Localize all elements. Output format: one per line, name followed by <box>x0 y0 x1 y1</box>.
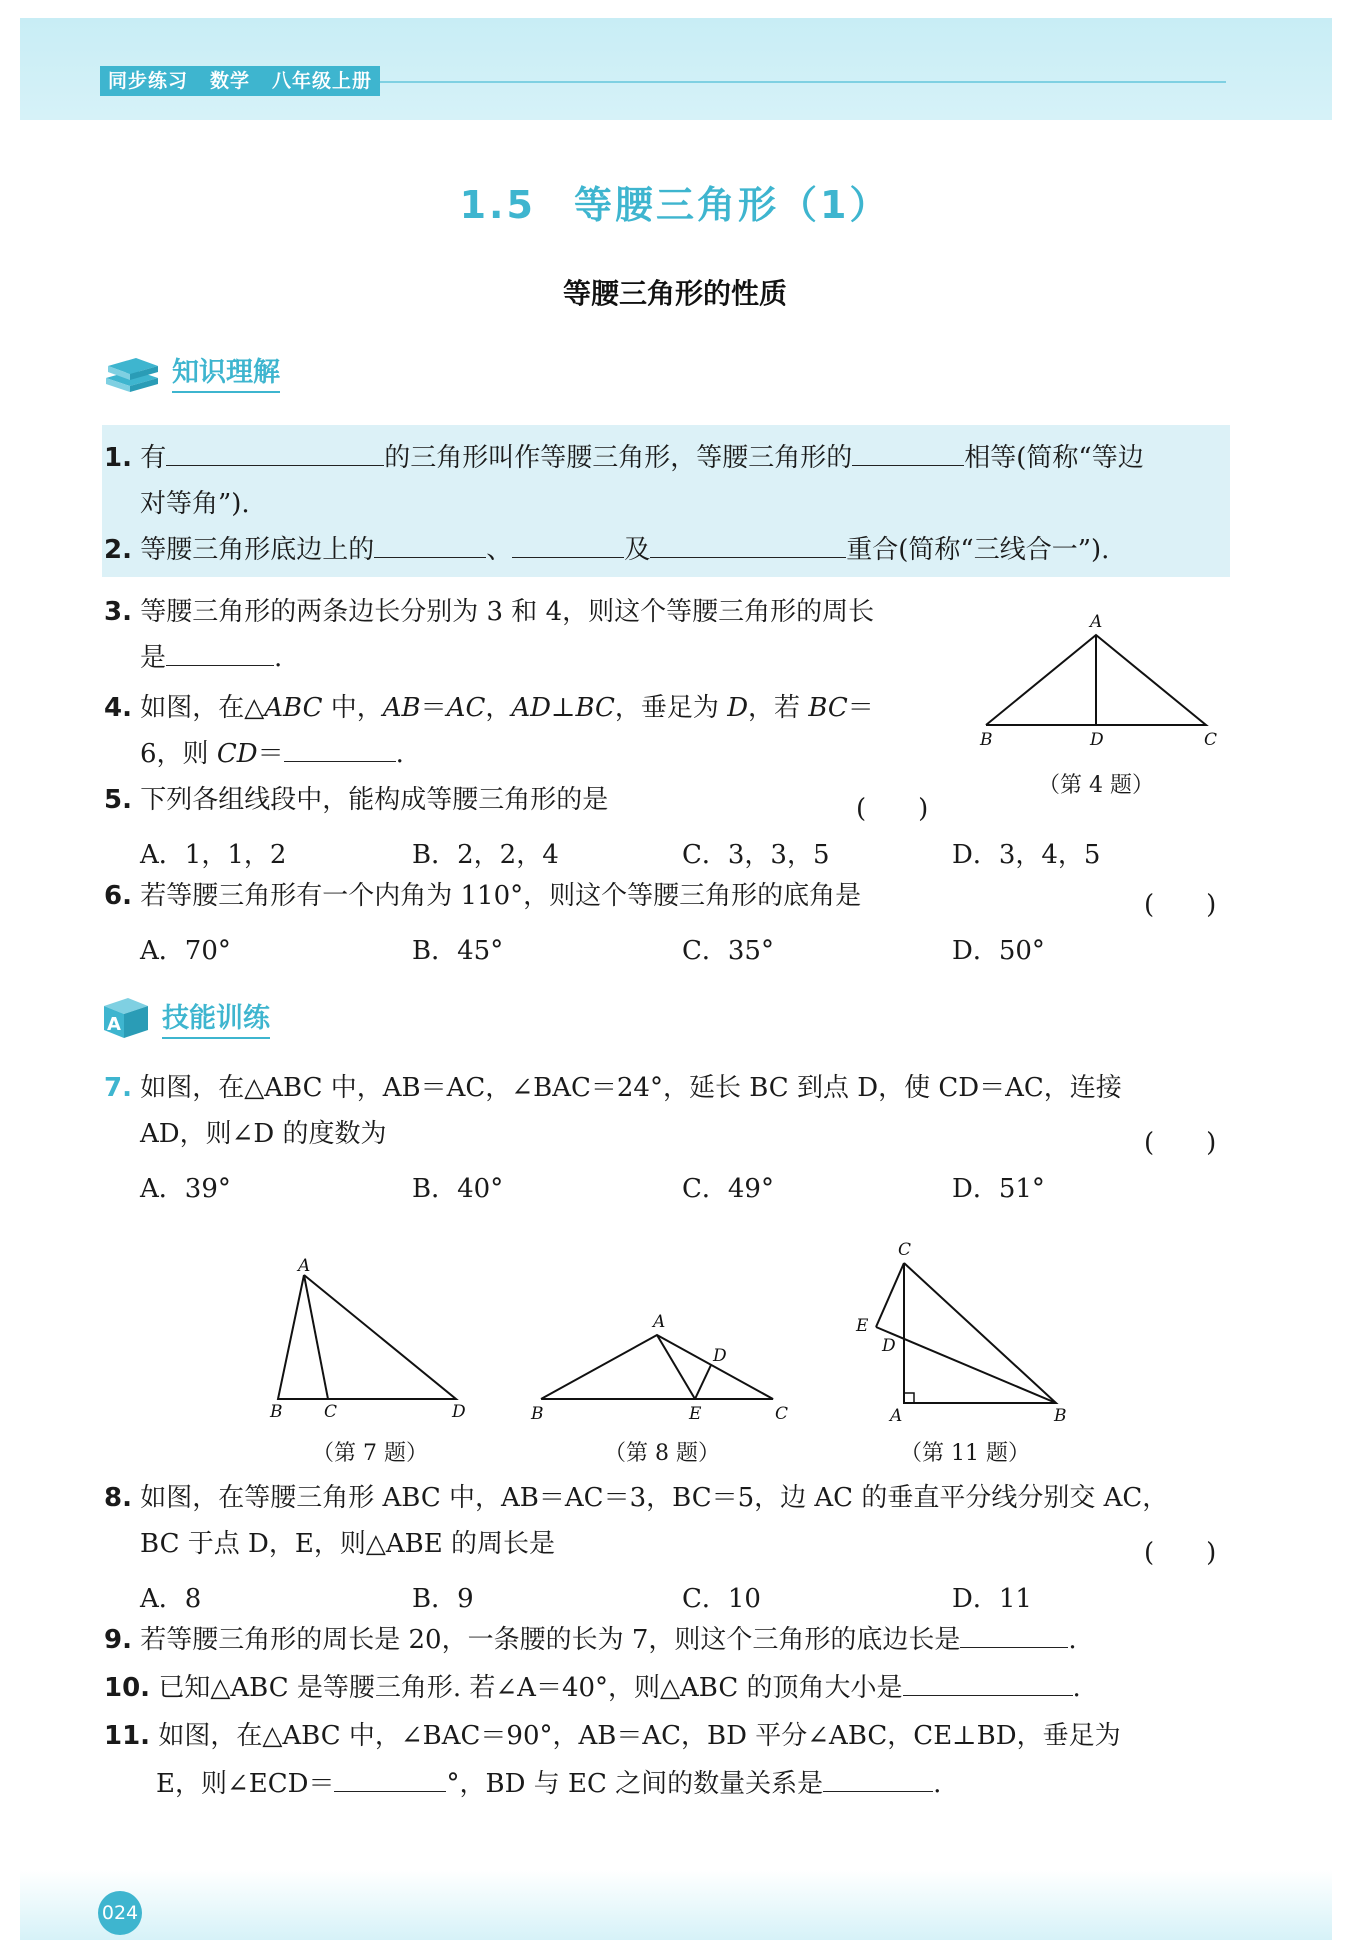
fig11-label-a: A <box>890 1406 903 1425</box>
fig4-label-b: B <box>980 730 993 750</box>
question-number: 2. <box>104 535 132 565</box>
q11-text-a: E，则∠ECD＝ <box>156 1769 335 1799</box>
answer-blank[interactable] <box>650 529 846 558</box>
q7-line2: AD，则∠D 的度数为 <box>140 1119 387 1149</box>
title-text: 等腰三角形（1） <box>573 183 891 227</box>
option-a[interactable]: A．39° <box>140 1174 231 1204</box>
q4-var: BC <box>808 693 848 723</box>
fig4-label-c: C <box>1204 730 1218 750</box>
question-11 <box>104 1712 1121 1760</box>
q11-line1: 如图，在△ABC 中，∠BAC＝90°，AB＝AC，BD 平分∠ABC，CE⊥BD，垂足为 <box>158 1721 1121 1751</box>
q6-text: 若等腰三角形有一个内角为 110°，则这个等腰三角形的底角是 <box>140 881 862 911</box>
q3-text-b: 是 <box>140 643 167 673</box>
answer-paren[interactable]: ( ) <box>856 794 929 824</box>
option-b[interactable]: B．40° <box>412 1174 504 1204</box>
question-4-cont <box>140 730 404 778</box>
fig11-label-b: B <box>1054 1406 1067 1425</box>
option-c[interactable]: C．10 <box>682 1584 761 1614</box>
figure-4 <box>970 605 1230 755</box>
section-knowledge-label: 知识理解 <box>172 350 280 393</box>
question-number: 3. <box>104 597 132 627</box>
question-10 <box>104 1664 1081 1712</box>
question-4 <box>104 684 874 732</box>
question-number: 8. <box>104 1483 132 1513</box>
q8-line1: 如图，在等腰三角形 ABC 中，AB＝AC＝3，BC＝5，边 AC 的垂直平分线分别交 AC， <box>140 1483 1169 1513</box>
header-subject: 数学 <box>210 70 251 92</box>
q9-end: . <box>1068 1625 1077 1655</box>
option-c[interactable]: C．35° <box>682 936 774 966</box>
q10-text: 已知△ABC 是等腰三角形. 若∠A＝40°，则△ABC 的顶角大小是 <box>158 1673 903 1703</box>
option-a[interactable]: A．70° <box>140 936 231 966</box>
q8-line2: BC 于点 D，E，则△ABE 的周长是 <box>140 1529 555 1559</box>
q4-text: ＝ <box>420 693 447 723</box>
question-1-cont: 对等角”). <box>140 489 250 519</box>
q4-text: 如图，在△ <box>140 693 265 723</box>
option-d[interactable]: D．50° <box>952 936 1045 966</box>
header-grade: 八年级上册 <box>272 70 373 92</box>
q2-text-c: 及 <box>624 535 651 565</box>
fig11-right-angle <box>904 1393 914 1403</box>
question-2 <box>104 526 1109 574</box>
fig8-segment-de <box>695 1365 711 1399</box>
page-title <box>0 174 1350 229</box>
q11-text-b: °，BD 与 EC 之间的数量关系是 <box>446 1769 824 1799</box>
question-number: 7. <box>104 1073 132 1103</box>
question-8 <box>104 1474 1168 1522</box>
q2-text-d: 重合(简称“三线合一”). <box>846 535 1110 565</box>
fig7-label-b: B <box>270 1402 283 1422</box>
answer-blank[interactable] <box>166 637 274 666</box>
option-d[interactable]: D．3，4，5 <box>952 840 1101 870</box>
question-1 <box>104 434 1144 482</box>
question-11-cont <box>156 1760 941 1808</box>
answer-blank[interactable] <box>512 529 624 558</box>
fig8-triangle <box>541 1335 773 1399</box>
answer-paren[interactable]: ( ) <box>1144 1538 1217 1568</box>
fig11-segment-ce <box>876 1263 904 1327</box>
answer-paren[interactable]: ( ) <box>1144 890 1217 920</box>
books-icon <box>100 348 162 394</box>
footer-band <box>20 1870 1332 1940</box>
option-c[interactable]: C．3，3，5 <box>682 840 830 870</box>
title-number: 1.5 <box>459 183 536 227</box>
q4-text: ⊥ <box>550 693 576 723</box>
fig7-label-a: A <box>298 1256 311 1276</box>
fig11-label-d: D <box>882 1336 896 1356</box>
q4-text: ，若 <box>748 693 809 723</box>
question-number: 4. <box>104 693 132 723</box>
question-3-cont <box>140 634 282 682</box>
figure-7 <box>260 1255 480 1425</box>
question-3 <box>104 588 874 636</box>
q9-text: 若等腰三角形的周长是 20，一条腰的长为 7，则这个三角形的底边长是 <box>140 1625 961 1655</box>
q4-var: AC <box>446 693 486 723</box>
fig11-triangle <box>904 1263 1056 1403</box>
answer-blank[interactable] <box>852 437 964 466</box>
q4-text: ， <box>485 693 512 723</box>
answer-blank[interactable] <box>166 437 384 466</box>
svg-text:A: A <box>107 1014 121 1035</box>
fig8-label-b: B <box>531 1404 544 1424</box>
answer-blank[interactable] <box>960 1619 1068 1648</box>
fig7-label-d: D <box>452 1402 466 1422</box>
fig11-caption: （第 11 题） <box>900 1441 1030 1466</box>
question-number: 9. <box>104 1625 132 1655</box>
fig8-label-c: C <box>775 1404 789 1424</box>
question-number: 1. <box>104 443 132 473</box>
fig8-label-d: D <box>713 1346 727 1366</box>
fig8-label-e: E <box>689 1404 702 1424</box>
option-b[interactable]: B．9 <box>412 1584 474 1614</box>
q4-var: ABC <box>264 693 323 723</box>
q4-text: 中， <box>322 693 383 723</box>
option-c[interactable]: C．49° <box>682 1174 774 1204</box>
q4-var: CD <box>216 739 258 769</box>
q4-var: AD <box>511 693 551 723</box>
figure-8 <box>525 1305 795 1425</box>
q4-text: ＝ <box>847 693 874 723</box>
fig11-label-e: E <box>856 1316 869 1336</box>
q2-text-b: 、 <box>486 535 513 565</box>
fig7-caption: （第 7 题） <box>312 1441 428 1466</box>
option-d[interactable]: D．11 <box>952 1584 1032 1614</box>
q1-text-c: 相等(简称“等边 <box>964 443 1144 473</box>
q2-text-a: 等腰三角形底边上的 <box>140 535 375 565</box>
header-divider <box>380 81 1226 83</box>
q4-var: BC <box>575 693 615 723</box>
q3-text-a: 等腰三角形的两条边长分别为 3 和 4，则这个等腰三角形的周长 <box>140 597 875 627</box>
q4-text: . <box>395 739 404 769</box>
q4-var: D <box>727 693 749 723</box>
q4-var: AB <box>382 693 421 723</box>
option-a[interactable]: A．8 <box>140 1584 202 1614</box>
fig4-label-d: D <box>1090 730 1104 750</box>
cube-icon <box>100 992 152 1042</box>
question-number: 10. <box>104 1673 151 1703</box>
answer-blank[interactable] <box>374 529 486 558</box>
section-knowledge <box>100 348 280 394</box>
fig7-segment-ac <box>304 1275 328 1399</box>
fig8-label-a: A <box>653 1312 666 1332</box>
question-number: 6. <box>104 881 132 911</box>
q1-text-b: 的三角形叫作等腰三角形，等腰三角形的 <box>384 443 853 473</box>
q4-text: 6，则 <box>140 739 217 769</box>
q4-text: ，垂足为 <box>614 693 728 723</box>
answer-blank[interactable] <box>334 1763 446 1792</box>
page-subtitle: 等腰三角形的性质 <box>562 277 787 310</box>
fig4-label-a: A <box>1090 612 1103 632</box>
q4-text: ＝ <box>257 739 284 769</box>
fig11-label-c: C <box>898 1240 912 1260</box>
q10-end: . <box>1072 1673 1081 1703</box>
answer-paren[interactable]: ( ) <box>1144 1128 1217 1158</box>
header-book: 同步练习 <box>108 70 189 92</box>
page-number: 024 <box>98 1891 142 1935</box>
answer-blank[interactable] <box>284 733 396 762</box>
question-5 <box>104 776 608 824</box>
header-tag <box>100 66 380 96</box>
answer-blank[interactable] <box>823 1763 933 1792</box>
option-b[interactable]: B．45° <box>412 936 504 966</box>
section-skills-label: 技能训练 <box>162 996 270 1039</box>
question-number: 5. <box>104 785 132 815</box>
q1-text-a: 有 <box>140 443 167 473</box>
option-a[interactable]: A．1，1，2 <box>140 840 287 870</box>
fig7-triangle <box>278 1275 456 1399</box>
section-skills <box>100 992 270 1042</box>
option-b[interactable]: B．2，2，4 <box>412 840 559 870</box>
question-9 <box>104 1616 1077 1664</box>
figure-11 <box>850 1235 1080 1425</box>
question-number: 11. <box>104 1721 151 1751</box>
q5-text: 下列各组线段中，能构成等腰三角形的是 <box>140 785 609 815</box>
q3-text-c: . <box>274 643 283 673</box>
q7-line1: 如图，在△ABC 中，AB＝AC，∠BAC＝24°，延长 BC 到点 D，使 CD＝AC，连接 <box>140 1073 1122 1103</box>
q11-end: . <box>933 1769 942 1799</box>
fig4-caption: （第 4 题） <box>1038 773 1154 798</box>
fig7-label-c: C <box>324 1402 338 1422</box>
question-6 <box>104 872 861 920</box>
fig8-caption: （第 8 题） <box>604 1441 720 1466</box>
option-d[interactable]: D．51° <box>952 1174 1045 1204</box>
answer-blank[interactable] <box>903 1667 1073 1696</box>
question-7 <box>104 1064 1122 1112</box>
